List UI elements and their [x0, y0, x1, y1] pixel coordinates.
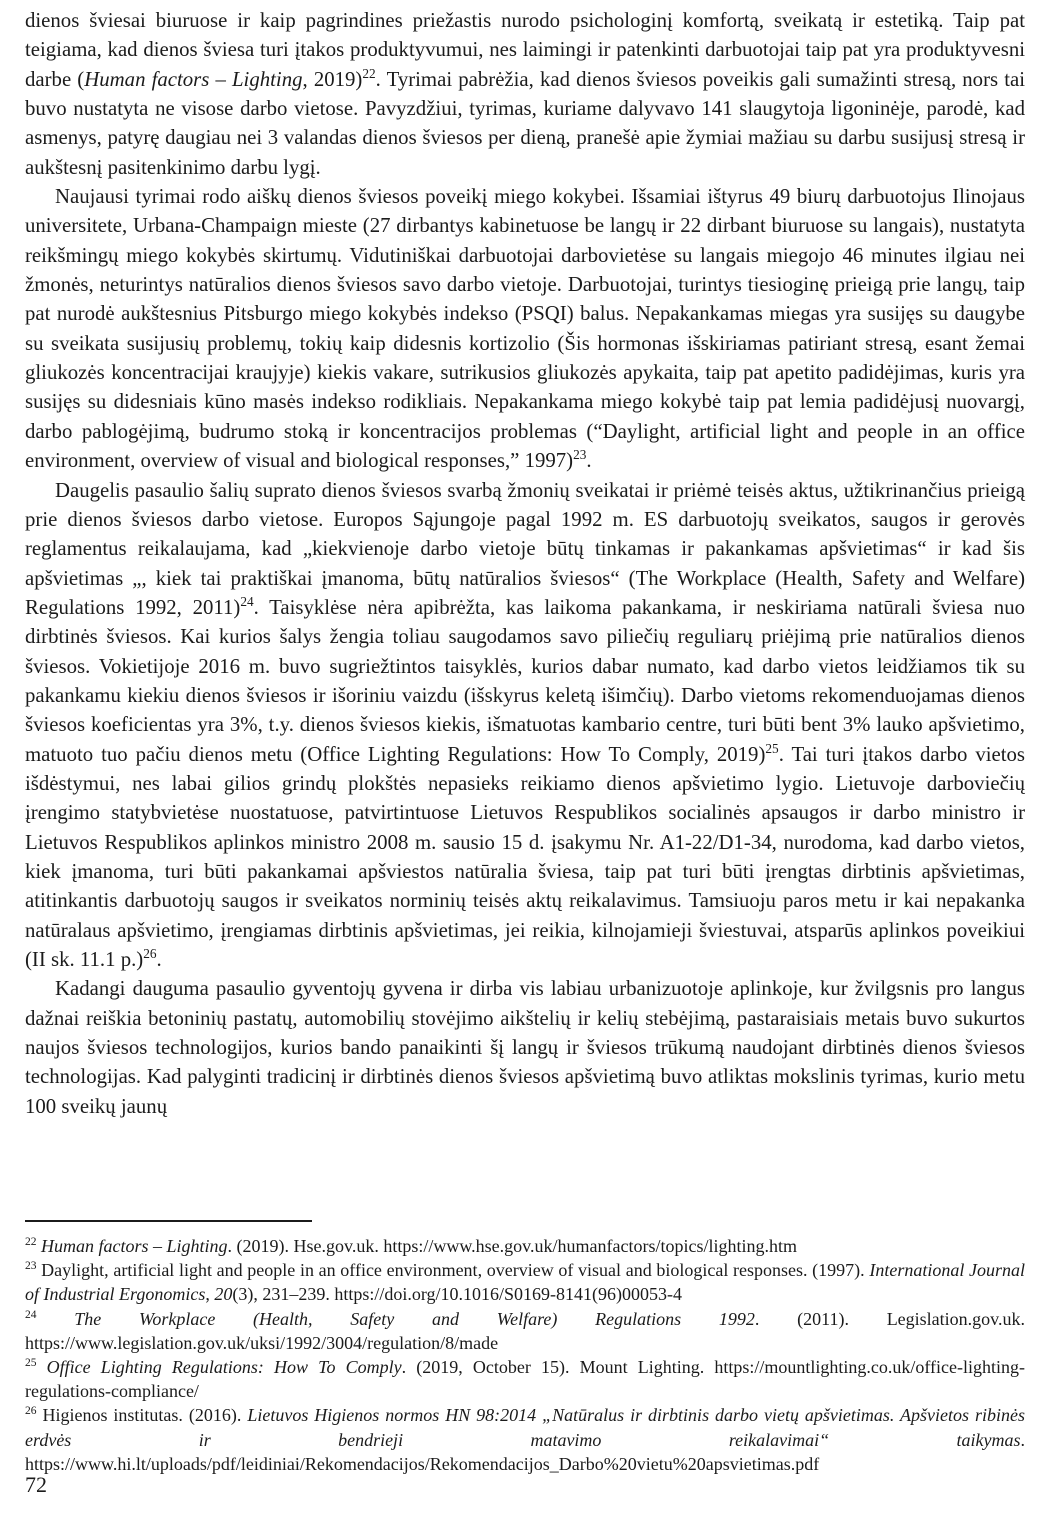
body-paragraph — [25, 974, 1025, 1121]
text-run: . Tyrimai pabrėžia, kad dienos šviesos poveikis gali sumažinti stresą, nors tai buvo nustatyta ne visose darbo vietose. Pavyzdžiui, tyrimas, kuriame dalyvavo 141 slaugytoja ligoninėje, parodė, kad asmenys, patyrę daugiau nei 3 valandas dienos šviesos per dieną, pranešė apie žymiai mažiau su darbu susijusį stresą ir aukštesnį pasitenkinimo darbu lygį. — [25, 67, 1026, 179]
text-run: Higienos institutas. (2016). — [36, 1405, 248, 1426]
superscript-ref: 25 — [25, 1357, 37, 1370]
superscript-ref: 22 — [25, 1236, 37, 1248]
footnote — [25, 1355, 1025, 1403]
superscript-ref: 23 — [25, 1260, 37, 1273]
italic-run: 20 — [214, 1284, 233, 1305]
body-paragraph — [25, 182, 1025, 475]
italic-run: International Journal of Industrial Ergonomics — [25, 1260, 1025, 1305]
text-run: , — [205, 1284, 215, 1305]
footnote-separator — [25, 1220, 312, 1222]
superscript-ref: 23 — [573, 447, 587, 463]
italic-run: Office Lighting Regulations: How To Comply — [46, 1357, 402, 1378]
footnote — [25, 1307, 1025, 1355]
body-paragraph — [25, 476, 1025, 975]
superscript-ref: 22 — [362, 65, 376, 81]
text-run: dienos šviesai biuruose ir kaip pagrindines priežastis nurodo psichologinį komfortą, sveikatą ir estetiką. Taip pat teigiama, kad dienos šviesa turi įtakos produktyvumui, nes laimingi ir patenkinti darbuotojai taip pat yra produktyvesni darbe ( — [25, 9, 1025, 91]
text-run — [37, 1357, 47, 1377]
italic-run: Lietuvos Higienos normos HN 98:2014 „Natūralus ir dirbtinis darbo vietų apšvietimas. Apšvietos ribinės erdvės ir bendrieji matavimo reikalavimai“ taikymas — [25, 1405, 1025, 1450]
italic-run: Human factors – Lighting — [84, 67, 303, 91]
text-run: . — [156, 948, 162, 971]
superscript-ref: 24 — [240, 593, 254, 609]
footnote — [25, 1403, 1025, 1476]
text-run: Naujausi tyrimai rodo aiškų dienos šviesos poveikį miego kokybei. Išsamiai ištyrus 49 biurų darbuotojus Ilinojaus universitete, Urbana-Champaign mieste (27 dirbantys kabinetuose be langų ir 22 dirbant biuruose su langais), nustatyta reikšmingų miego kokybės skirtumų. Vidutiniškai darbuotojai darbovietėse su langais miegojo 46 minutes ilgiau nei žmonės, neturintys natūralios dienos šviesos savo darbo vietoje. Darbuotojai, turintys tiesioginę prieigą prie langų, taip pat nurodė aukštesnius Pitsburgo miego kokybės indekso (PSQI) balus. Nepakankamas miegas yra susijęs su daugybe su sveikata susijusių problemų, tokių kaip didesnis kortizolio (Šis hormonas išskiriamas patiriant stresą, esant žemai gliukozės koncentracijai kraujyje) kiekis vakare, sutrikusios gliukozės apykaita, taip pat apetito padidėjimas, kuris yra susijęs su didesniais kūno masės indekso rodikliais. Nepakankama miego kokybė taip pat lemia padidėjusį nuovargį, darbo pablogėjimą, budrumo stoką ir koncentracijos problemas (“Daylight, artificial light and people in an office environment, overview of visual and biological responses,” 1997) — [25, 185, 1025, 473]
text-run: Daylight, artificial light and people in an office environment, overview of visual and biological responses. (1997). — [36, 1260, 870, 1281]
italic-run: Human factors – Lighting — [41, 1236, 228, 1256]
footnote-area — [25, 1220, 1025, 1476]
italic-run: The Workplace (Health, Safety and Welfare) Regulations 1992 — [74, 1308, 755, 1329]
text-run: . https://www.hi.lt/uploads/pdf/leidiniai/Rekomendacijos/Rekomendacijos_Darbo%20vietu%20apsvietimas.pdf — [25, 1429, 1025, 1474]
footnote — [25, 1258, 1025, 1306]
superscript-ref: 24 — [25, 1308, 37, 1321]
superscript-ref: 25 — [765, 740, 779, 756]
text-run: . — [586, 449, 592, 473]
text-run: (3), 231–239. https://doi.org/10.1016/S0169-8141(96)00053-4 — [232, 1284, 683, 1305]
text-run: Kadangi dauguma pasaulio gyventojų gyvena ir dirba vis labiau urbanizuotoje aplinkoje, kur žvilgsnis pro langus dažnai reiškia betoninių pastatų, automobilių stovėjimo aikštelių ir kelių stebėjimą, pastaraisiais metais buvo sukurtos naujos šviesos technologijos, kurios bando panaikinti šį langų ir šviesos trūkumą naudojant dirbtinės dienos šviesos technologijas. Kad palyginti tradicinį ir dirbtinės dienos šviesos apšvietimą buvo atliktas mokslinis tyrimas, kurio metu 100 sveikų jaunų — [25, 977, 1025, 1118]
text-run: . (2011). Legislation.gov.uk. https://www.legislation.gov.uk/uksi/1992/3004/regulation/8/made — [25, 1308, 1026, 1353]
text-run: . (2019). Hse.gov.uk. https://www.hse.gov.uk/humanfactors/topics/lighting.htm — [227, 1236, 797, 1256]
text-run: . Tai turi įtakos darbo vietos išdėstymui, nes labai gilios grindų plokštės nepasieks reikiamo dienos apšvietimo lygio. Lietuvoje darboviečių įrengimo statybvietėse nuostatuose, patvirtintuose Lietuvos Respublikos socialinės apsaugos ir darbo ministro ir Lietuvos Respublikos aplinkos ministro 2008 m. sausio 15 d. įsakymu Nr. A1-22/D1-34, nurodoma, kad darbo vietos, kiek įmanoma, turi būti pakankamai apšviestos natūralia šviesa, taip pat turi būti įrengtas dirbtinis apšvietimas, atitinkantis darbuotojų saugos ir sveikatos norminių teisės aktų reikalavimus. Tamsiuoju paros metu ir kai nepakanka natūralaus apšvietimo, įrengiamas dirbtinis apšvietimas, jei reikia, kilnojamieji šviestuvai, atsparūs aplinkos poveikiui (II sk. 11.1 p.) — [25, 742, 1025, 971]
text-run — [37, 1309, 75, 1329]
text-run: . Taisyklėse nėra apibrėžta, kas laikoma pakankama, ir neskiriama natūrali šviesa nuo dirbtinės šviesos. Kai kurios šalys žengia toliau saugodamos savo piliečių reguliarų priėjimą prie natūralios dienos šviesos. Vokietijoje 2016 m. buvo sugriežtintos taisyklės, kurios dabar numato, kad darbo vietos leidžiamos tik su pakankamu kiekiu dienos šviesos ir išoriniu vaizdu (išskyrus keletą išimčių). Darbo vietoms rekomenduojamas dienos šviesos koeficientas yra 3%, t.y. dienos šviesos kiekis, išmatuotas kambario centre, turi būti bent 3% lauko apšvietimo, matuoto tuo pačiu dienos metu (Office Lighting Regulations: How To Comply, 2019) — [25, 595, 1025, 766]
superscript-ref: 26 — [25, 1405, 37, 1418]
text-run: Daugelis pasaulio šalių suprato dienos šviesos svarbą žmonių sveikatai ir priėmė teisės aktus, užtikrinančius prieigą prie dienos šviesos darbo vietose. Europos Sąjungoje pagal 1992 m. ES darbuotojų sveikatos, saugos ir gerovės reglamentus reikalaujama, kad „kiekvienoje darbo vietoje būtų tinkamas ir pakankamas apšvietimas“ ir kad šis apšvietimas „, kiek tai praktiškai įmanoma, būtų natūralios šviesos“ (The Workplace (Health, Safety and Welfare) Regulations 1992, 2011) — [25, 478, 1025, 619]
page-number: 72 — [25, 1472, 47, 1497]
footnote-list — [25, 1234, 1025, 1476]
text-run: . (2019, October 15). Mount Lighting. https://mountlighting.co.uk/office-lighting-regulations-compliance/ — [25, 1357, 1026, 1402]
body-paragraphs — [25, 6, 1025, 1121]
text-run: , 2019) — [302, 67, 363, 91]
footnote — [25, 1234, 1025, 1258]
body-paragraph — [25, 6, 1025, 182]
superscript-ref: 26 — [143, 946, 157, 962]
